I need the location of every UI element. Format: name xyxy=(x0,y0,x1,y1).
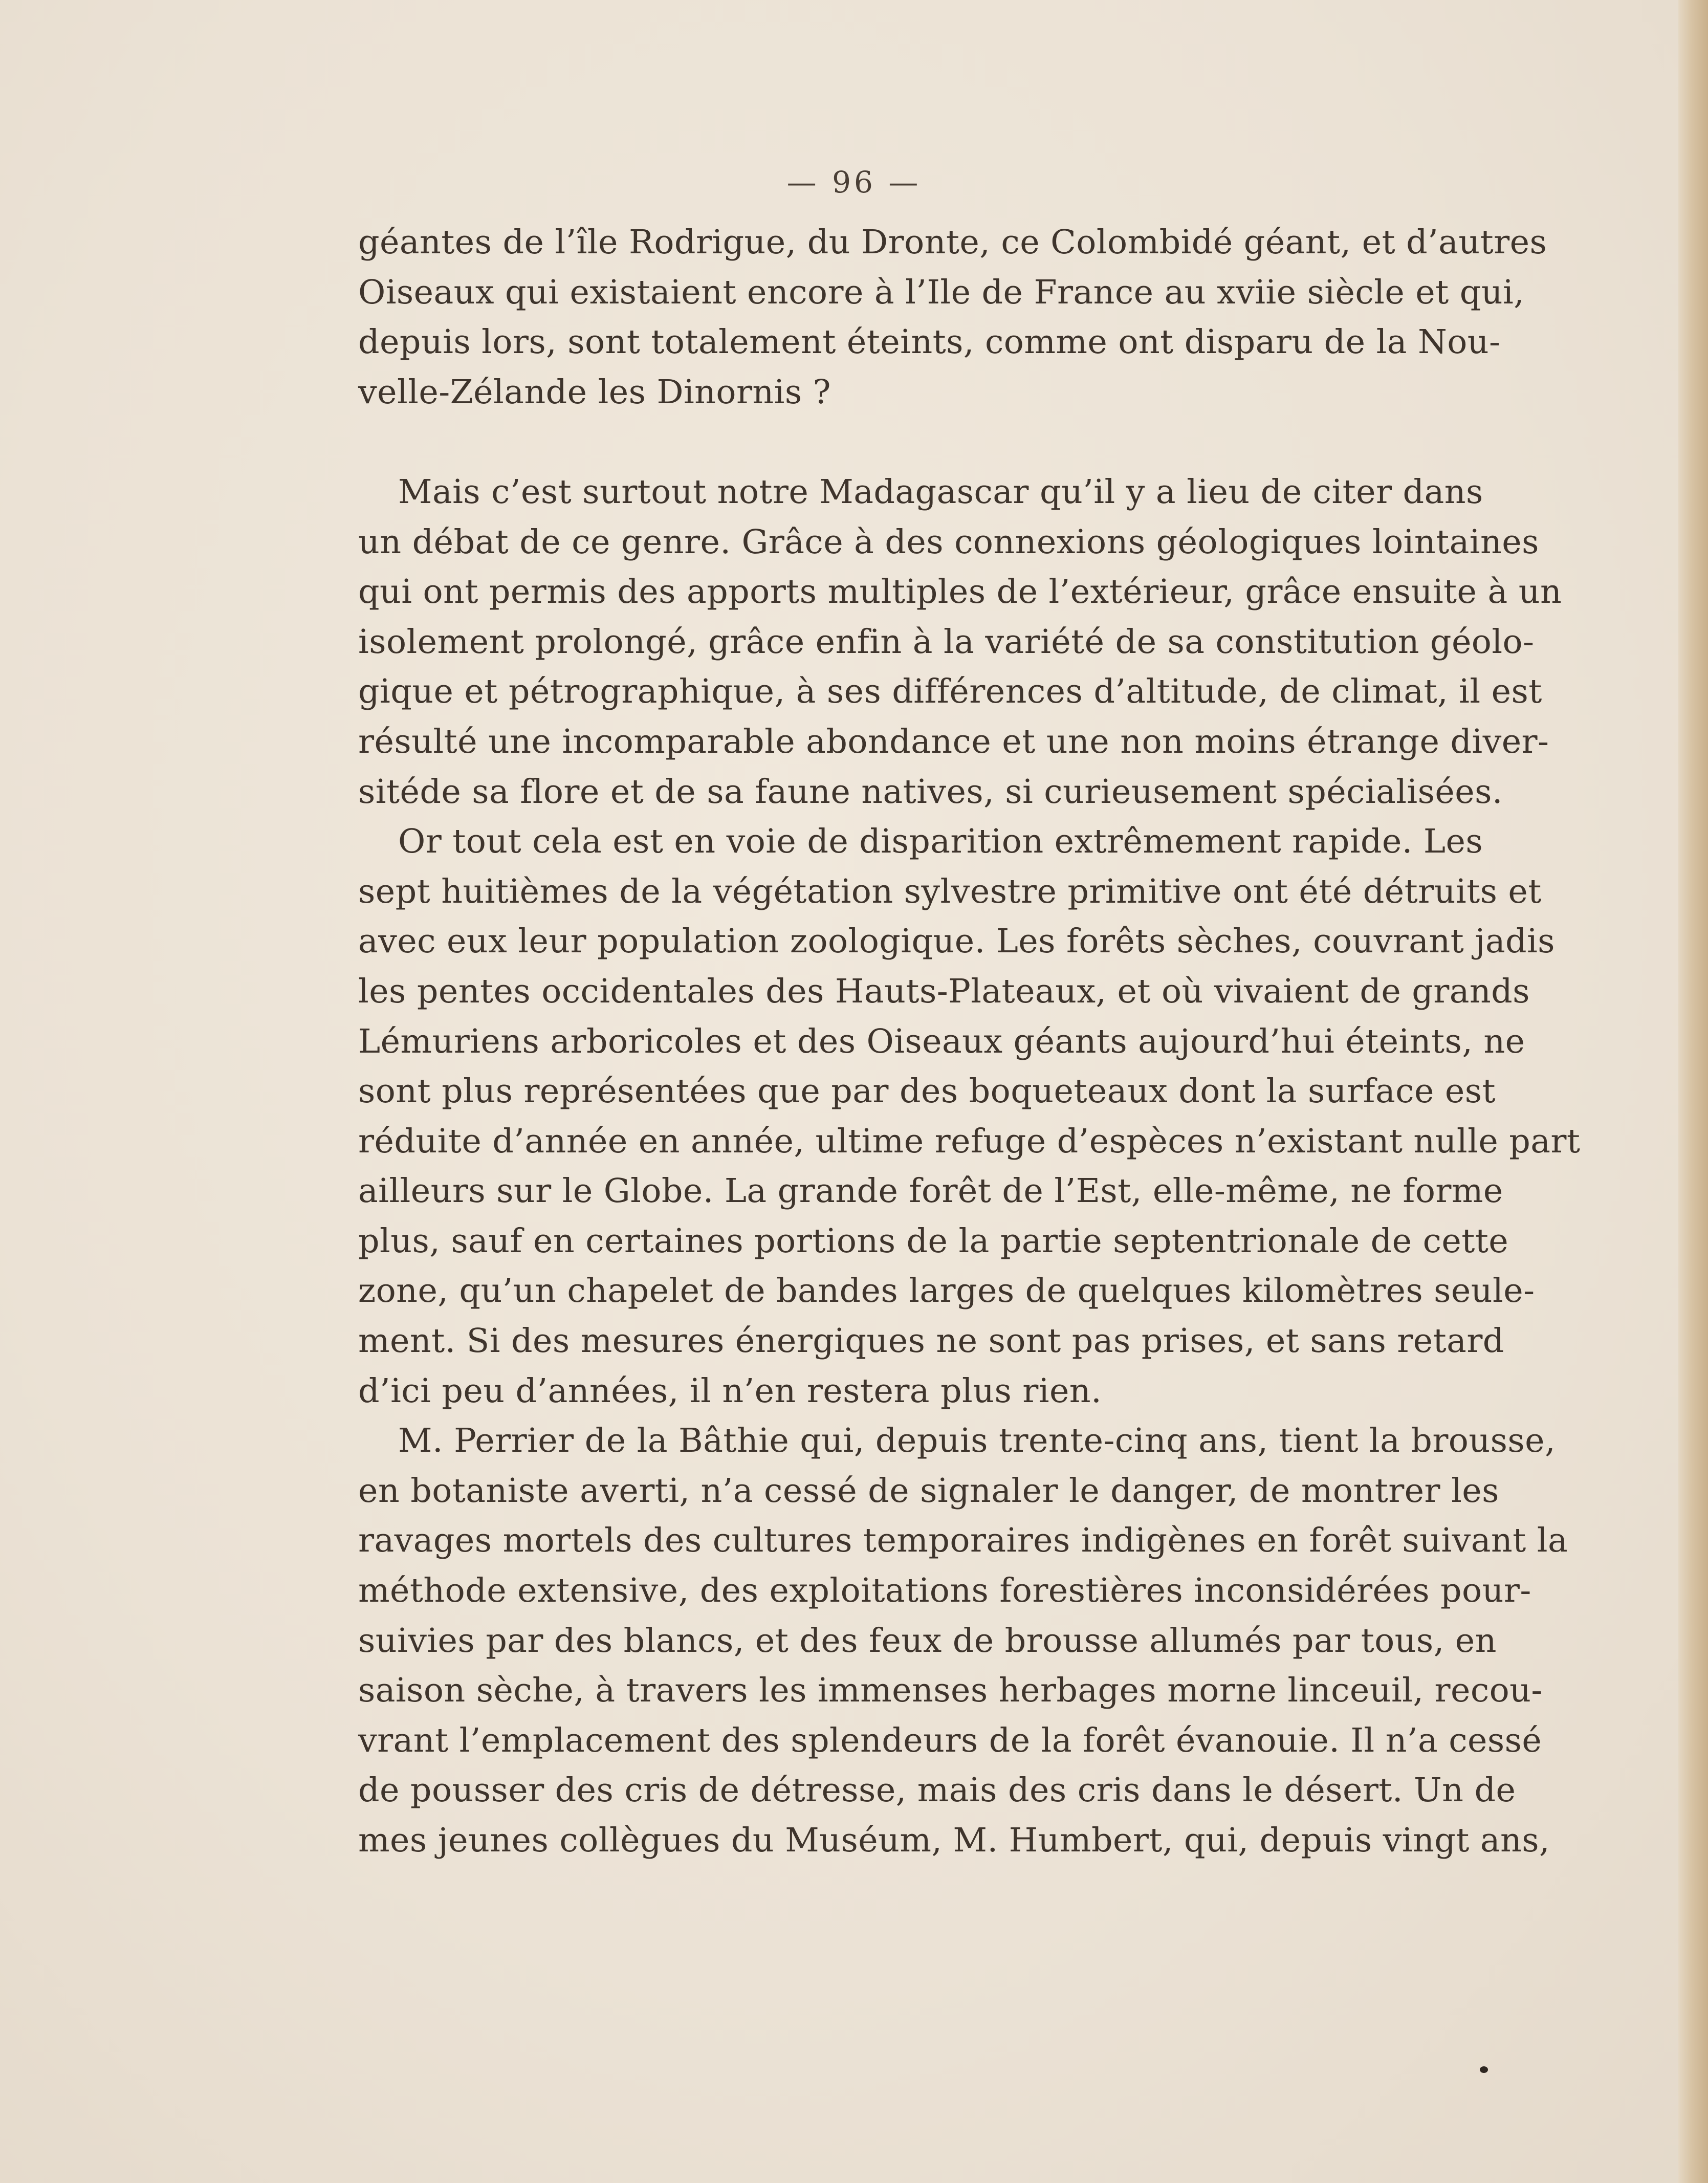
text-line: saison sèche, à travers les immenses herbages morne linceuil, recou- xyxy=(358,1671,1543,1710)
text-line: Mais c’est surtout notre Madagascar qu’il y a lieu de citer dans xyxy=(398,472,1483,511)
text-line: zone, qu’un chapelet de bandes larges de quelques kilomètres seule- xyxy=(358,1272,1535,1311)
text-line: depuis lors, sont totalement éteints, comme ont disparu de la Nou- xyxy=(358,323,1501,362)
text-line: géantes de l’île Rodrigue, du Dronte, ce Colombidé géant, et d’autres xyxy=(358,223,1547,261)
text-line: mes jeunes collègues du Muséum, M. Humbert, qui, depuis vingt ans, xyxy=(358,1821,1550,1860)
page-number: — 96 — xyxy=(786,165,922,200)
text-line: sept huitièmes de la végétation sylvestre primitive ont été détruits et xyxy=(358,872,1542,911)
text-line: en botaniste averti, n’a cessé de signaler le danger, de montrer les xyxy=(358,1471,1499,1510)
text-line: méthode extensive, des exploitations forestières inconsidérées pour- xyxy=(358,1571,1531,1610)
text-line: ailleurs sur le Globe. La grande forêt de l’Est, elle-même, ne forme xyxy=(358,1172,1503,1211)
text-line: de pousser des cris de détresse, mais des cris dans le désert. Un de xyxy=(358,1771,1516,1810)
text-line: un débat de ce genre. Grâce à des connexions géologiques lointaines xyxy=(358,522,1539,561)
text-line: sitéde sa flore et de sa faune natives, si curieusement spécialisées. xyxy=(358,772,1503,811)
text-line: d’ici peu d’années, il n’en restera plus rien. xyxy=(358,1371,1102,1410)
text-line: ravages mortels des cultures temporaires indigènes en forêt suivant la xyxy=(358,1521,1568,1560)
ink-dot xyxy=(1480,2066,1488,2073)
text-line: gique et pétrographique, à ses différences d’altitude, de climat, il est xyxy=(358,672,1542,711)
text-line: Oiseaux qui existaient encore à l’Ile de France au xviie siècle et qui, xyxy=(358,273,1525,312)
text-line: les pentes occidentales des Hauts-Plateaux, et où vivaient de grands xyxy=(358,972,1530,1011)
text-line: ment. Si des mesures énergiques ne sont pas prises, et sans retard xyxy=(358,1322,1504,1361)
text-line: suivies par des blancs, et des feux de brousse allumés par tous, en xyxy=(358,1621,1497,1660)
text-line: résulté une incomparable abondance et une non moins étrange diver- xyxy=(358,722,1549,761)
text-line: sont plus représentées que par des boqueteaux dont la surface est xyxy=(358,1072,1496,1111)
text-line: isolement prolongé, grâce enfin à la variété de sa constitution géolo- xyxy=(358,622,1535,661)
text-line: velle-Zélande les Dinornis ? xyxy=(358,373,831,411)
text-line: plus, sauf en certaines portions de la partie septentrionale de cette xyxy=(358,1221,1509,1260)
text-line: M. Perrier de la Bâthie qui, depuis trente-cinq ans, tient la brousse, xyxy=(398,1422,1556,1460)
text-line: réduite d’année en année, ultime refuge d’espèces n’existant nulle part xyxy=(358,1122,1581,1161)
text-line: avec eux leur population zoologique. Les forêts sèches, couvrant jadis xyxy=(358,922,1555,961)
text-line: qui ont permis des apports multiples de l’extérieur, grâce ensuite à un xyxy=(358,573,1562,612)
text-line: Or tout cela est en voie de disparition extrêmement rapide. Les xyxy=(398,822,1483,861)
paragraph-gap xyxy=(358,417,1471,467)
text-line: vrant l’emplacement des splendeurs de la forêt évanouie. Il n’a cessé xyxy=(358,1721,1542,1760)
page-edge xyxy=(1678,0,1708,2183)
text-line: Lémuriens arboricoles et des Oiseaux géants aujourd’hui éteints, ne xyxy=(358,1022,1525,1061)
body-text xyxy=(358,217,1581,1866)
